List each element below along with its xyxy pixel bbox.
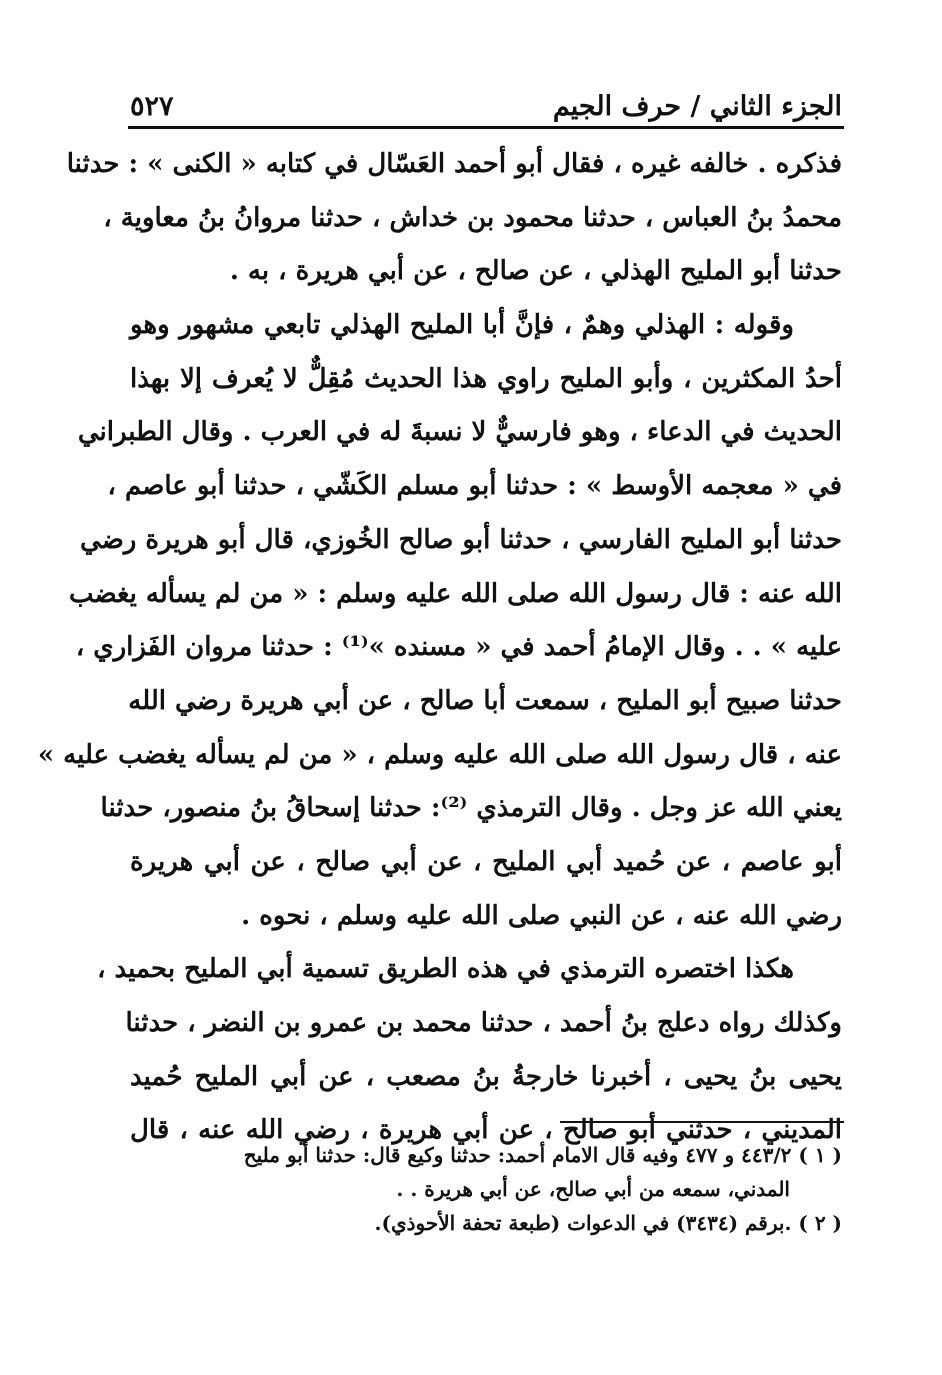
page-number: ٥٢٧ [130, 91, 174, 122]
text-line: محمدُ بنُ العباس ، حدثنا محمود بن خداش ، حدثنا مروانُ بنُ معاوية ، [103, 202, 842, 233]
header-title: الجزء الثاني / حرف الجيم [552, 91, 842, 122]
text-line: في « معجمه الأوسط » : حدثنا أبو مسلم الكَشّي ، حدثنا أبو عاصم ، [107, 471, 842, 502]
text-line: عنه ، قال رسول الله صلى الله عليه وسلم ، « من لم يسأله يغضب عليه » [37, 739, 842, 770]
footnote-line: ( ١ ) ٤٤٣/٢ و ٤٧٧ وفيه قال الامام أحمد: حدثنا وكيع قال: حدثنا أبو مليح [243, 1143, 842, 1167]
footnote-divider [560, 1121, 844, 1123]
text-line: المديني ، حدثني أبو صالح ، عن أبي هريرة ، رضي الله عنه ، قال [130, 1115, 842, 1146]
text-line: أحدُ المكثرين ، وأبو المليح راوي هذا الحديث مُقِلٌّ لا يُعرف إلا بهذا [130, 363, 842, 394]
text-line: أبو عاصم ، عن حُميد أبي المليح ، عن أبي صالح ، عن أبي هريرة [130, 846, 842, 877]
text-line: هكذا اختصره الترمذي في هذه الطريق تسمية أبي المليح بحميد ، [97, 954, 794, 985]
text-line: وقوله : الهذلي وهمٌ ، فإنَّ أبا المليح الهذلي تابعي مشهور وهو [130, 310, 794, 341]
text-line: الله عنه : قال رسول الله صلى الله عليه وسلم : « من لم يسأله يغضب [68, 578, 842, 609]
text-line: حدثنا أبو المليح الهذلي ، عن صالح ، عن أبي هريرة ، به . [229, 256, 842, 287]
text-line: رضي الله عنه ، عن النبي صلى الله عليه وسلم ، نحوه . [241, 900, 842, 931]
text-line: حدثنا أبو المليح الفارسي ، حدثنا أبو صالح الخُوزي، قال أبو هريرة رضي [80, 524, 842, 555]
text-line: يحيى بنُ يحيى ، أخبرنا خارجةُ بنُ مصعب ، عن أبي المليح حُميد [130, 1061, 842, 1092]
text-line: الحديث في الدعاء ، وهو فارسيٌّ لا نسبةَ له في العرب . وقال الطبراني [77, 417, 842, 448]
body-text [37, 138, 842, 1158]
running-header [130, 78, 842, 122]
footnotes [130, 1138, 842, 1240]
footnote-line: المدني، سمعه من أبي صالح، عن أبي هريرة . . [396, 1177, 790, 1201]
text-line: حدثنا صبيح أبو المليح ، سمعت أبا صالح ، عن أبي هريرة رضي الله [128, 685, 842, 716]
footnote-line: ( ٢ ) .برقم (٣٤٣٤) في الدعوات (طبعة تحفة الأحوذي). [374, 1211, 842, 1235]
header-divider [128, 126, 844, 129]
text-line: عليه » . . وقال الإمامُ أحمد في « مسنده »⁽¹⁾ : حدثنا مروان الفَزاري ، [75, 632, 842, 663]
text-line: فذكره . خالفه غيره ، فقال أبو أحمد العَسّال في كتابه « الكنى » : حدثنا [66, 149, 842, 179]
text-line: يعني الله عز وجل . وقال الترمذي ⁽²⁾: حدثنا إسحاقُ بنُ منصور، حدثنا [100, 793, 842, 824]
text-line: وكذلك رواه دعلج بنُ أحمد ، حدثنا محمد بن عمرو بن النضر ، حدثنا [125, 1008, 842, 1038]
